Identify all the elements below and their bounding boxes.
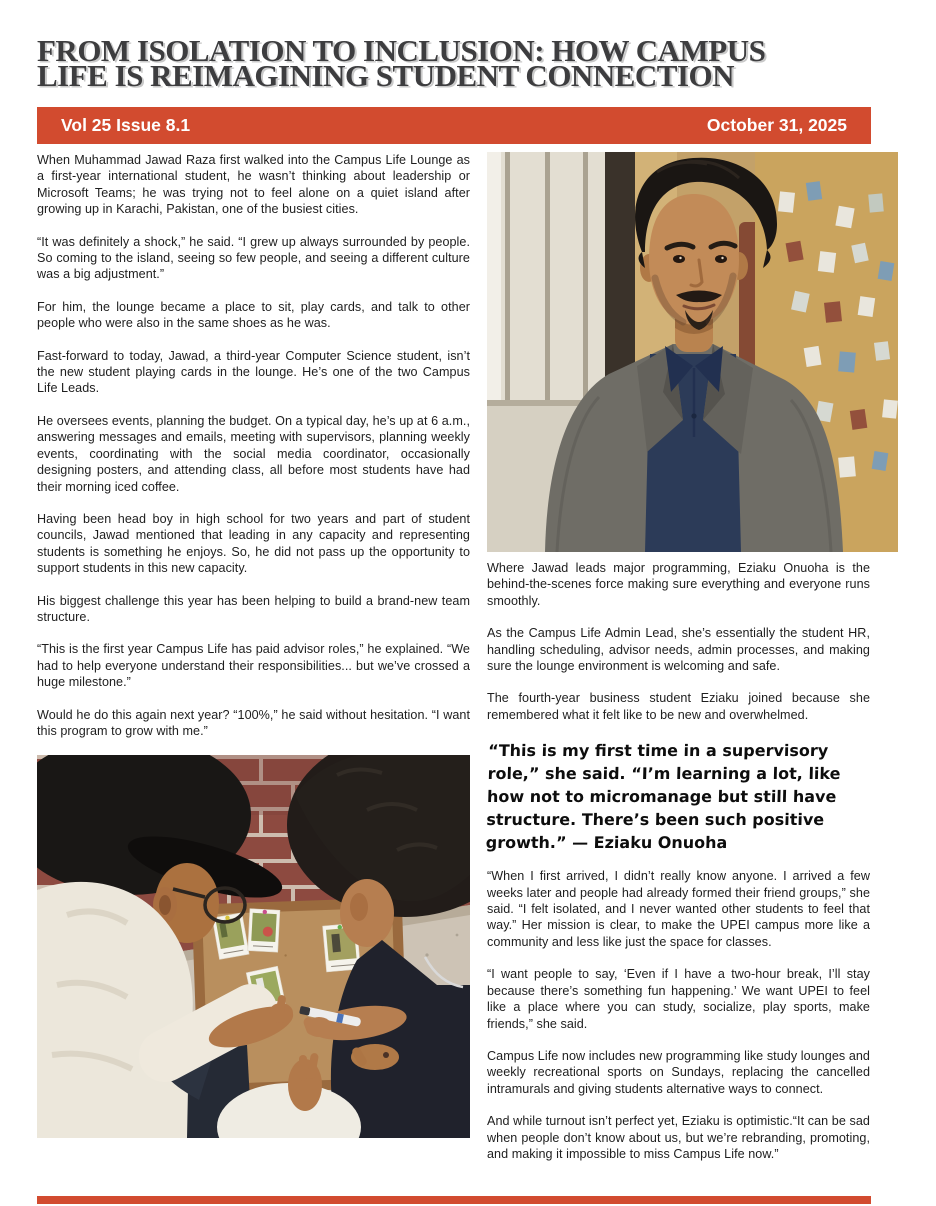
paragraph: When Muhammad Jawad Raza first walked into the Campus Life Lounge as a first-year international student, he wasn’t thinking about leadership or Microsoft Teams; he was trying not to feel alone on a quiet island after growing up in Karachi, Pakistan, one of the busiest cities. — [37, 153, 470, 217]
paragraph: “It was definitely a shock,” he said. “I grew up always surrounded by people. So coming to the island, seeing so few people, and seeing a different culture was a big adjustment.” — [37, 234, 470, 282]
portrait-photo — [487, 152, 898, 552]
paragraph: His biggest challenge this year has been helping to build a brand-new team structure. — [37, 593, 470, 624]
paragraph: Campus Life now includes new programming like study lounges and weekly recreational sports on Sundays, replacing the cancelled intramurals and giving students alternative ways to connect. — [487, 1048, 870, 1096]
paragraph: And while turnout isn’t perfect yet, Eziaku is optimistic.“It can be sad when people don’t know about us, but we’re rebranding, promoting, and making it impossible to miss Campus Life now.” — [487, 1114, 870, 1161]
paragraph: He oversees events, planning the budget. On a typical day, he’s up at 6 a.m., answering messages and emails, meeting with supervisors, planning weekly events, coordinating with the social media coordinator, occasionally designing posters, and attending class, all before most students have had their morning iced coffee. — [37, 413, 470, 494]
portrait-photo-image — [487, 152, 898, 552]
issue-label: Vol 25 Issue 8.1 — [61, 115, 191, 135]
pull-quote: “This is my first time in a supervisory role,” she said. “I’m learning a lot, like how not to micromanage but still have structure. There’s been such positive growth.” — Eziaku Onuoha — [485, 741, 841, 853]
paragraph: Would he do this again next year? “100%,” he said without hesitation. “I want this program to grow with me.” — [37, 707, 470, 738]
paragraph: “This is the first year Campus Life has paid advisor roles,” he explained. “We had to help everyone understand their responsibilities... but we’ve crossed a huge milestone.” — [37, 642, 470, 690]
left-column — [37, 152, 470, 1178]
paragraph: “When I first arrived, I didn’t really know anyone. I arrived a few weeks later and people had already formed their friend groups,” she said. “I felt isolated, and I never wanted other students to feel that way.” Her mission is clear, to make the UPEI campus more like a community and less like just the space for classes. — [487, 869, 870, 949]
right-column — [487, 152, 898, 1178]
article-body — [37, 152, 898, 1178]
corkboard-photo-image — [37, 755, 470, 1138]
paragraph: As the Campus Life Admin Lead, she’s essentially the student HR, handling scheduling, advisor needs, admin processes, and making sure the lounge environment is welcoming and safe. — [487, 626, 870, 674]
date-label: October 31, 2025 — [706, 115, 847, 135]
issue-banner — [37, 107, 871, 144]
paragraph: Fast-forward to today, Jawad, a third-year Computer Science student, isn’t the new student playing cards in the lounge. He’s one of the two Campus Life Leads. — [37, 348, 470, 396]
paragraph: Having been head boy in high school for two years and part of student councils, Jawad mentioned that leading in any capacity and representing students is something he enjoys. So, he did not pass up the opportunity to support students in this new capacity. — [37, 511, 470, 576]
page-title — [37, 33, 875, 93]
paragraph: The fourth-year business student Eziaku joined because she remembered what it felt like to be new and overwhelmed. — [487, 691, 870, 722]
headline-line-1: FROM ISOLATION TO INCLUSION: HOW CAMPUS — [37, 33, 766, 68]
headline-line-2: LIFE IS REIMAGINING STUDENT CONNECTION — [37, 58, 735, 93]
corkboard-photo — [37, 755, 470, 1138]
paragraph: “I want people to say, ‘Even if I have a two-hour break, I’ll stay because there’s something fun happening.’ We want UPEI to feel like a place where you can study, socialize, play sports, make friends,” she said. — [487, 967, 870, 1031]
paragraph: Where Jawad leads major programming, Eziaku Onuoha is the behind-the-scenes force making sure everything and everyone runs smoothly. — [487, 561, 870, 608]
footer-rule — [37, 1196, 871, 1204]
paragraph: For him, the lounge became a place to sit, play cards, and talk to other people who were also in the same shoes as he was. — [37, 299, 470, 331]
